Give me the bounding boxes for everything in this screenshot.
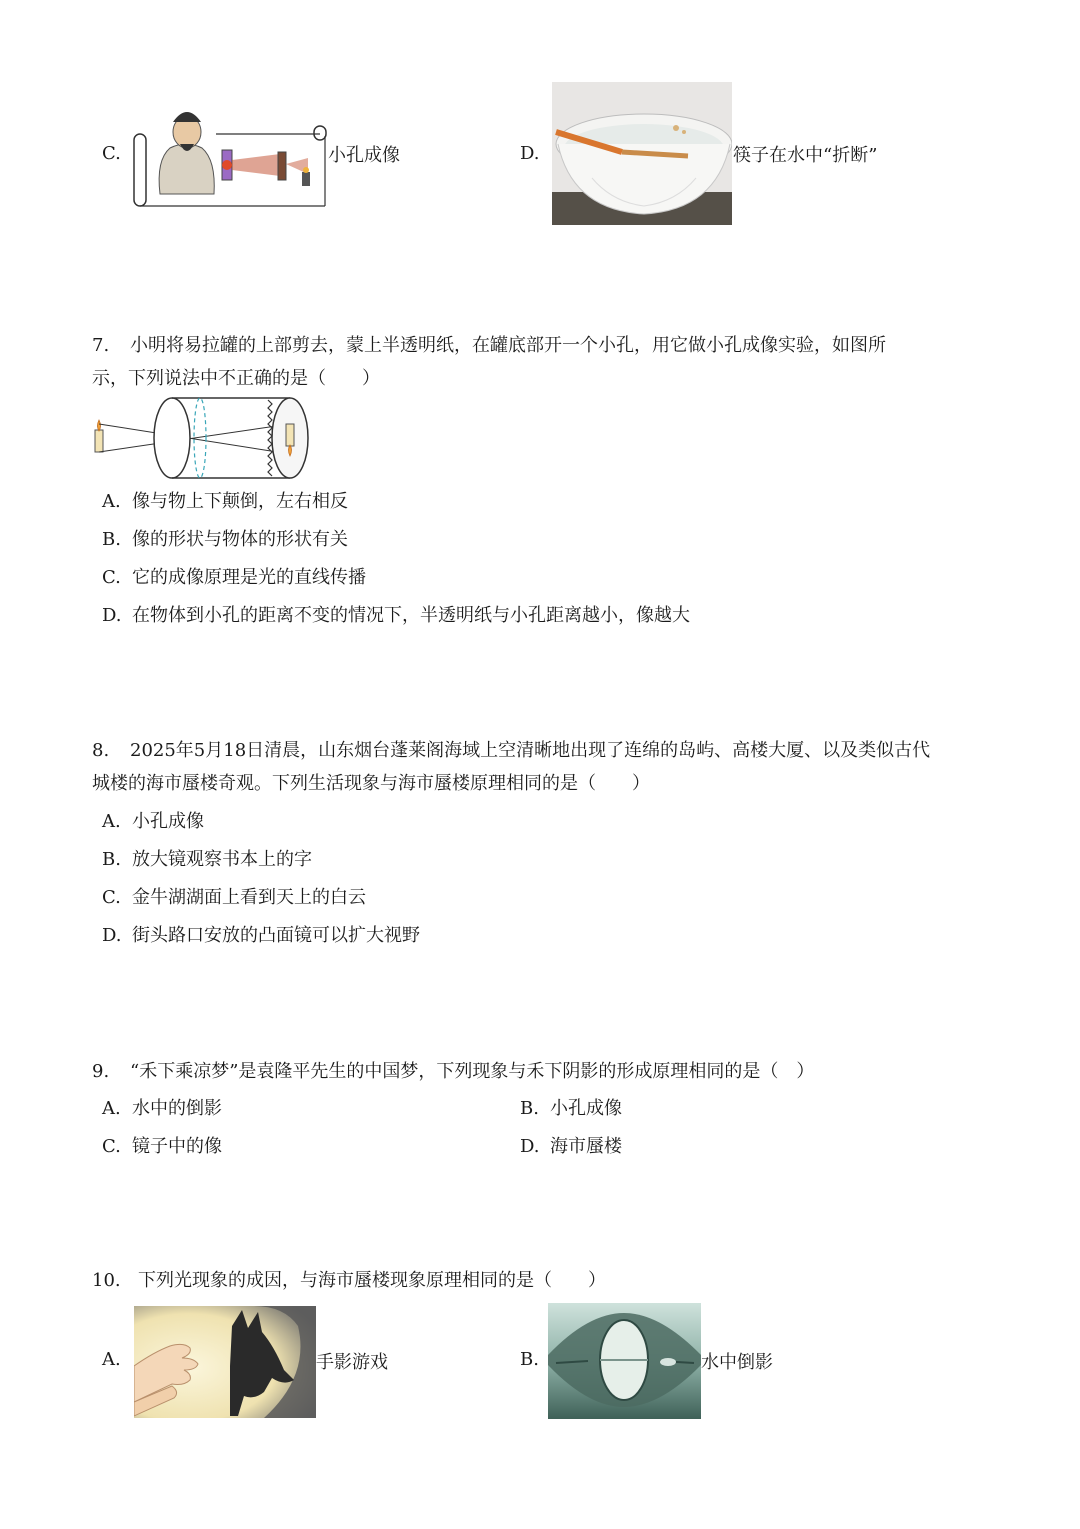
question-10 bbox=[92, 1264, 952, 1297]
q10-option-b-letter: B. bbox=[520, 1349, 539, 1370]
question-8 bbox=[92, 734, 932, 800]
option-text: 像的形状与物体的形状有关 bbox=[132, 529, 348, 550]
q6-option-c-caption: 小孔成像 bbox=[328, 145, 400, 166]
option-b bbox=[102, 528, 348, 552]
option-a bbox=[102, 490, 348, 514]
option-b bbox=[102, 848, 312, 872]
option-text: 小孔成像 bbox=[550, 1098, 622, 1119]
option-letter: C. bbox=[102, 567, 121, 588]
option-text: 放大镜观察书本上的字 bbox=[132, 849, 312, 870]
option-text: 海市蜃楼 bbox=[550, 1136, 622, 1157]
option-letter: A. bbox=[102, 1098, 121, 1119]
option-letter: D. bbox=[520, 1136, 540, 1157]
option-letter: A. bbox=[102, 491, 121, 512]
option-letter: A. bbox=[102, 811, 121, 832]
question-7 bbox=[92, 329, 912, 395]
question-text: 下列光现象的成因，与海市蜃楼现象原理相同的是（ ） bbox=[138, 1270, 606, 1291]
scholar-pinhole-scroll-image bbox=[130, 100, 328, 208]
option-letter: D. bbox=[102, 925, 122, 946]
question-text: 小明将易拉罐的上部剪去，蒙上半透明纸，在罐底部开一个小孔，用它做小孔成像实验，如图所示，下列说法中不正确的是（ ） bbox=[92, 335, 886, 389]
option-letter: B. bbox=[102, 529, 121, 550]
q10-option-a-letter: A. bbox=[102, 1349, 121, 1370]
option-c bbox=[102, 886, 366, 910]
option-b bbox=[520, 1097, 622, 1121]
hand-shadow-image bbox=[134, 1306, 316, 1418]
bridge-reflection-image bbox=[548, 1303, 701, 1419]
option-d bbox=[102, 604, 690, 628]
option-text: 镜子中的像 bbox=[132, 1136, 222, 1157]
question-9 bbox=[92, 1055, 952, 1088]
q6-option-d-letter: D. bbox=[520, 143, 540, 164]
option-d bbox=[520, 1135, 622, 1159]
option-text: 像与物上下颠倒，左右相反 bbox=[132, 491, 348, 512]
option-letter: C. bbox=[102, 887, 121, 908]
chopstick-bowl-image bbox=[552, 82, 732, 225]
question-text: “禾下乘凉梦”是袁隆平先生的中国梦，下列现象与禾下阴影的形成原理相同的是（ ） bbox=[130, 1061, 815, 1082]
q6-option-d-caption: 筷子在水中“折断” bbox=[733, 145, 878, 166]
option-letter: C. bbox=[102, 1136, 121, 1157]
option-letter: B. bbox=[520, 1098, 539, 1119]
q10-option-b-caption: 水中倒影 bbox=[701, 1352, 773, 1373]
option-text: 街头路口安放的凸面镜可以扩大视野 bbox=[132, 925, 420, 946]
question-number: 9. bbox=[92, 1061, 110, 1082]
option-text: 金牛湖湖面上看到天上的白云 bbox=[132, 887, 366, 908]
q10-option-a-caption: 手影游戏 bbox=[316, 1352, 388, 1373]
option-a bbox=[102, 810, 204, 834]
option-letter: D. bbox=[102, 605, 122, 626]
option-text: 在物体到小孔的距离不变的情况下，半透明纸与小孔距离越小，像越大 bbox=[132, 605, 690, 626]
option-text: 小孔成像 bbox=[132, 811, 204, 832]
pinhole-can-diagram bbox=[90, 394, 312, 486]
option-c bbox=[102, 566, 366, 590]
q6-option-c-letter: C. bbox=[102, 143, 121, 164]
option-text: 它的成像原理是光的直线传播 bbox=[132, 567, 366, 588]
option-a bbox=[102, 1097, 222, 1121]
question-number: 10. bbox=[92, 1270, 121, 1291]
question-number: 7. bbox=[92, 335, 110, 356]
option-text: 水中的倒影 bbox=[132, 1098, 222, 1119]
question-number: 8. bbox=[92, 740, 110, 761]
option-letter: B. bbox=[102, 849, 121, 870]
option-c bbox=[102, 1135, 222, 1159]
option-d bbox=[102, 924, 420, 948]
question-text: 2025年5月18日清晨，山东烟台蓬莱阁海域上空清晰地出现了连绵的岛屿、高楼大厦、以及类似古代城楼的海市蜃楼奇观。下列生活现象与海市蜃楼原理相同的是（ ） bbox=[92, 740, 931, 794]
